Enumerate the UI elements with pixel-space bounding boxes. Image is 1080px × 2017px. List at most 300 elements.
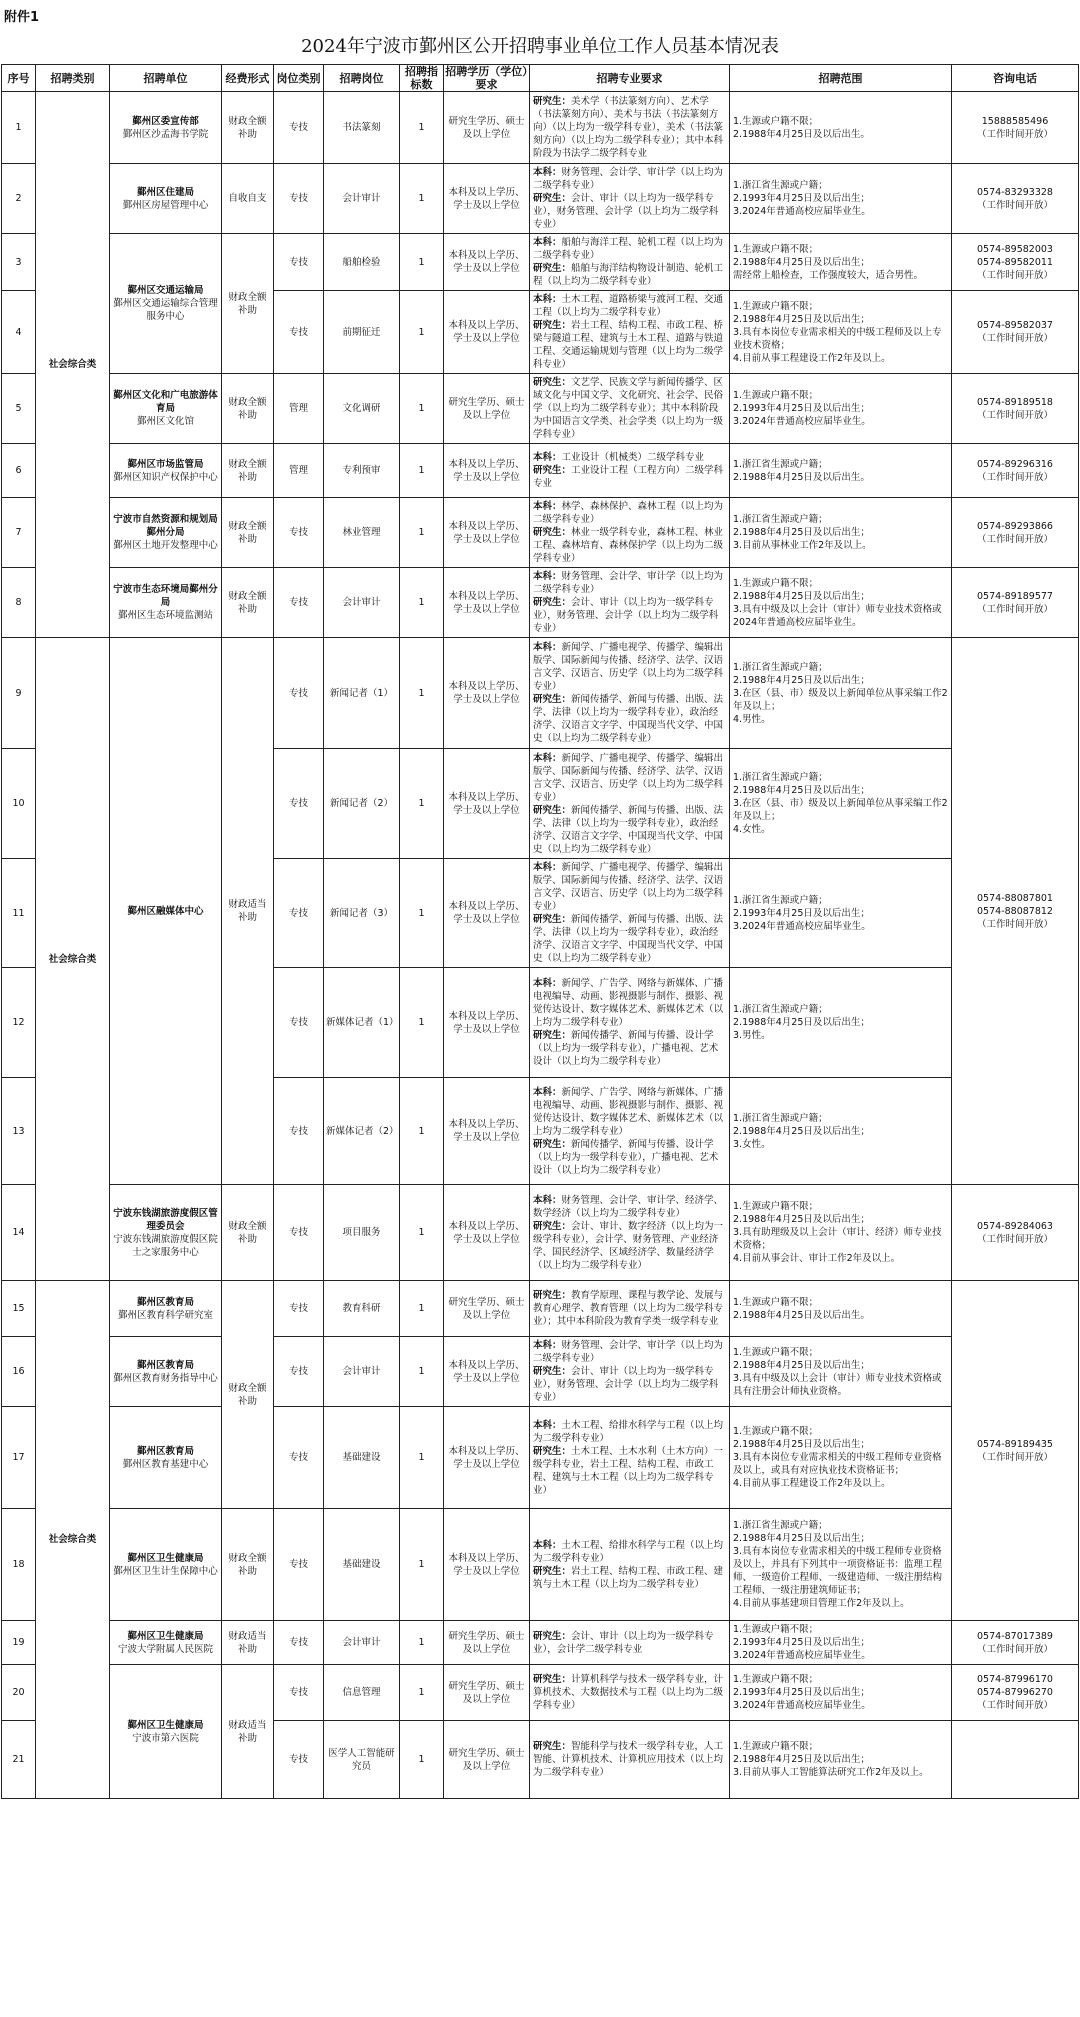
education-requirement: 本科及以上学历、学士及以上学位 [444, 1185, 530, 1281]
scope-line: 3.女性。 [733, 1138, 771, 1150]
requirement-level: 研究生： [533, 1220, 572, 1232]
column-header: 招聘范围 [730, 65, 952, 92]
scope-line: 1.生源或户籍不限； [733, 300, 819, 312]
recruit-scope [730, 374, 952, 444]
scope-line: 2.1988年4月25日及以后出生； [733, 1125, 870, 1137]
post-category: 专技 [274, 164, 324, 234]
scope-line: 2.1988年4月25日及以后出生； [733, 785, 870, 796]
requirement-text: 林学、森林保护、森林工程（以上均为二级学科专业） [533, 501, 724, 525]
quota-count: 1 [400, 92, 444, 164]
education-requirement: 研究生学历、硕士及以上学位 [444, 1721, 530, 1799]
requirement-level: 本科： [533, 167, 562, 178]
row-number: 12 [2, 968, 36, 1078]
requirement-level: 研究生： [533, 804, 572, 816]
contact-phone [952, 1721, 1079, 1799]
scope-line: 1.浙江省生源或户籍； [733, 1112, 828, 1124]
requirement-level: 研究生： [533, 1674, 572, 1685]
funding-type: 财政全额补助 [222, 374, 274, 444]
scope-line: 4.目前从事基建项目管理工作2年及以上。 [733, 1598, 910, 1609]
table-row [2, 1509, 1079, 1621]
requirement-level: 研究生： [533, 1565, 572, 1577]
requirement-level: 本科： [533, 642, 562, 653]
row-number: 15 [2, 1281, 36, 1337]
major-requirement [530, 1337, 730, 1407]
quota-count: 1 [400, 291, 444, 374]
major-requirement [530, 568, 730, 638]
scope-line: 1.浙江省生源或户籍； [733, 514, 828, 525]
post-category: 专技 [274, 1185, 324, 1281]
education-requirement: 本科及以上学历、学士及以上学位 [444, 1078, 530, 1185]
scope-line: 3.目前从事林业工作2年及以上。 [733, 540, 872, 551]
requirement-line [533, 1029, 726, 1068]
contact-phone [952, 234, 1079, 291]
requirement-text: 新闻学、广播电视学、传播学、编辑出版学、国际新闻与传播、经济学、法学、汉语言文学、汉语言、历史学（以上均为二级学科专业） [533, 862, 724, 912]
recruit-unit [110, 638, 222, 1185]
column-header: 咨询电话 [952, 65, 1079, 92]
recruit-scope [730, 1185, 952, 1281]
recruit-unit [110, 444, 222, 498]
contact-phone [952, 638, 1079, 1185]
page-title: 2024年宁波市鄞州区公开招聘事业单位工作人员基本情况表 [301, 36, 779, 57]
scope-line: 2.1988年4月25日及以后出生。 [733, 471, 870, 483]
requirement-line [533, 1086, 726, 1138]
requirement-text: 新闻学、广播电视学、传播学、编辑出版学、国际新闻与传播、经济学、法学、汉语言文学、汉语言、历史学（以上均为二级学科专业） [533, 752, 724, 803]
unit-name: 宁波市自然资源和规划局鄞州分局 [113, 514, 218, 538]
post-name: 医学人工智能研究员 [324, 1721, 400, 1799]
requirement-level: 研究生： [533, 465, 572, 476]
requirement-line [533, 570, 726, 596]
column-header: 招聘岗位 [324, 65, 400, 92]
scope-line: 3.2024年普通高校应届毕业生。 [733, 206, 871, 217]
phone-line: 0574-88087812 [977, 905, 1053, 917]
scope-line: 1.生源或户籍不限； [733, 243, 819, 255]
scope-line: 2.1988年4月25日及以后出生； [733, 1533, 870, 1544]
contact-phone [952, 498, 1079, 568]
post-name: 会计审计 [324, 568, 400, 638]
recruit-scope [730, 749, 952, 859]
requirement-level: 研究生： [533, 1366, 572, 1377]
requirement-level: 研究生： [533, 527, 572, 538]
requirement-text: 工业设计（机械类）二级学科专业 [561, 452, 705, 463]
scope-line: 3.具有中级及以上会计（审计）师专业技术资格或具有注册会计师执业资格。 [733, 1372, 942, 1397]
requirement-text: 土木工程、道路桥梁与渡河工程、交通工程（以上均为二级学科专业） [533, 294, 724, 318]
contact-phone [952, 291, 1079, 374]
requirement-text: 美术学（书法篆刻方向）、艺术学（书法篆刻方向）、美术与书法（书法篆刻方向）（以上均为一级学科专业），美术（书法篆刻方向）（以上均为二级学科专业）；其中本科阶段为书法学二级学科专业 [533, 96, 724, 159]
scope-line: 1.生源或户籍不限； [733, 390, 819, 401]
phone-line: （工作时间开放） [976, 1700, 1053, 1711]
phone-line: 0574-89582011 [977, 256, 1053, 268]
unit-subname: 鄞州区教育财务指导中心 [113, 1372, 218, 1384]
quota-count: 1 [400, 568, 444, 638]
post-name: 林业管理 [324, 498, 400, 568]
column-header: 序号 [2, 65, 36, 92]
contact-phone [952, 1281, 1079, 1621]
unit-subname: 鄞州区教育科学研究室 [117, 1309, 213, 1321]
funding-type: 自收自支 [222, 164, 274, 234]
requirement-text: 土木工程、给排水科学与工程（以上均为二级学科专业） [533, 1539, 724, 1564]
scope-line: 2.1993年4月25日及以后出生； [733, 1637, 870, 1648]
column-header: 招聘专业要求 [530, 65, 730, 92]
phone-line: 0574-89293866 [977, 520, 1053, 532]
recruit-scope [730, 1621, 952, 1665]
scope-line: 2.1988年4月25日及以后出生； [733, 313, 870, 325]
requirement-text: 岩土工程、结构工程、市政工程、桥梁与隧道工程、建筑与土木工程、道路与铁道工程、交通运输规划与管理（以上均为二级学科专业） [533, 320, 724, 370]
scope-line: 2.1988年4月25日及以后出生。 [733, 1309, 870, 1321]
unit-subname: 鄞州区土地开发整理中心 [113, 540, 218, 551]
phone-line: （工作时间开放） [976, 333, 1053, 344]
phone-line: 0574-89582003 [977, 243, 1053, 255]
quota-count: 1 [400, 234, 444, 291]
requirement-text: 会计、审计（以上均为一级学科专业），财务管理、会计学（以上均为二级学科专业） [533, 193, 719, 230]
requirement-level: 本科： [533, 294, 562, 305]
funding-type: 财政适当补助 [222, 638, 274, 1185]
phone-line: （工作时间开放） [976, 603, 1053, 615]
recruit-scope [730, 1721, 952, 1799]
recruit-scope [730, 568, 952, 638]
table-row [2, 164, 1079, 234]
requirement-level: 本科： [533, 1539, 562, 1551]
post-name: 专利预审 [324, 444, 400, 498]
recruit-unit [110, 234, 222, 374]
scope-line: 2.1988年4月25日及以后出生； [733, 1439, 870, 1450]
scope-line: 1.浙江省生源或户籍； [733, 772, 828, 783]
scope-line: 1.浙江省生源或户籍； [733, 894, 828, 906]
post-category: 专技 [274, 1407, 324, 1509]
scope-line: 1.生源或户籍不限； [733, 1296, 819, 1308]
post-category: 专技 [274, 638, 324, 749]
post-name: 书法篆刻 [324, 92, 400, 164]
education-requirement: 本科及以上学历、学士及以上学位 [444, 1509, 530, 1621]
recruit-scope [730, 1665, 952, 1721]
requirement-line [533, 1740, 726, 1779]
education-requirement: 研究生学历、硕士及以上学位 [444, 1621, 530, 1665]
major-requirement [530, 291, 730, 374]
quota-count: 1 [400, 1509, 444, 1621]
contact-phone [952, 568, 1079, 638]
requirement-line [533, 861, 726, 913]
requirement-line [533, 526, 726, 565]
quota-count: 1 [400, 1407, 444, 1509]
major-requirement [530, 498, 730, 568]
post-name: 前期征迁 [324, 291, 400, 374]
scope-line: 3.2024年普通高校应届毕业生。 [733, 416, 871, 427]
recruit-category: 社会综合类 [36, 1281, 110, 1799]
contact-phone [952, 444, 1079, 498]
post-name: 新媒体记者（2） [324, 1078, 400, 1185]
scope-line: 1.生源或户籍不限； [733, 1741, 819, 1752]
scope-line: 1.生源或户籍不限； [733, 577, 819, 589]
phone-line: （工作时间开放） [976, 199, 1053, 211]
requirement-text: 财务管理、会计学、审计学（以上均为二级学科专业） [533, 571, 724, 595]
requirement-level: 研究生： [533, 597, 572, 608]
scope-line: 3.2024年普通高校应届毕业生。 [733, 920, 871, 932]
phone-line: （工作时间开放） [976, 128, 1053, 140]
post-category: 专技 [274, 1621, 324, 1665]
unit-subname: 宁波大学附属人民医院 [117, 1643, 213, 1655]
scope-line: 1.浙江省生源或户籍； [733, 661, 828, 673]
recruit-unit [110, 164, 222, 234]
scope-line: 3.男性。 [733, 1030, 771, 1041]
unit-name: 鄞州区卫生健康局 [127, 1719, 204, 1731]
scope-line: 2.1988年4月25日及以后出生； [733, 527, 870, 538]
unit-name: 宁波市生态环境局鄞州分局 [113, 584, 218, 608]
funding-type: 财政全额补助 [222, 444, 274, 498]
quota-count: 1 [400, 444, 444, 498]
education-requirement: 本科及以上学历、学士及以上学位 [444, 859, 530, 968]
major-requirement [530, 1665, 730, 1721]
funding-type: 财政全额补助 [222, 498, 274, 568]
table-row [2, 92, 1079, 164]
recruit-category: 社会综合类 [36, 638, 110, 1281]
quota-count: 1 [400, 1665, 444, 1721]
education-requirement: 本科及以上学历、学士及以上学位 [444, 1407, 530, 1509]
contact-phone [952, 1621, 1079, 1665]
table-row [2, 444, 1079, 498]
row-number: 10 [2, 749, 36, 859]
post-name: 船舶检验 [324, 234, 400, 291]
requirement-text: 财务管理、会计学、审计学（以上均为二级学科专业） [533, 1340, 724, 1364]
requirement-text: 新闻传播学、新闻与传播、出版、法学、法律（以上均为一级学科专业），政治经济学、汉语言文字学、中国现当代文学、中国史（以上均为二级学科专业） [533, 694, 724, 744]
row-number: 4 [2, 291, 36, 374]
requirement-line [533, 641, 726, 693]
education-requirement: 本科及以上学历、学士及以上学位 [444, 164, 530, 234]
phone-line: 0574-89284063 [977, 1220, 1053, 1232]
scope-line: 1.生源或户籍不限； [733, 1201, 819, 1212]
major-requirement [530, 859, 730, 968]
requirement-line [533, 1565, 726, 1591]
education-requirement: 研究生学历、硕士及以上学位 [444, 1665, 530, 1721]
contact-phone [952, 92, 1079, 164]
unit-name: 鄞州区交通运输局 [127, 285, 204, 296]
unit-name: 鄞州区卫生健康局 [127, 1552, 204, 1564]
major-requirement [530, 164, 730, 234]
requirement-level: 研究生： [533, 1138, 572, 1150]
phone-line: （工作时间开放） [976, 471, 1053, 483]
row-number: 8 [2, 568, 36, 638]
table-row [2, 1407, 1079, 1509]
requirement-level: 研究生： [533, 193, 572, 204]
requirement-line [533, 693, 726, 745]
scope-line: 3.在区（县、市）级及以上新闻单位从事采编工作2年及以上； [733, 798, 948, 822]
education-requirement: 研究生学历、硕士及以上学位 [444, 92, 530, 164]
scope-line: 2.1993年4月25日及以后出生； [733, 907, 870, 919]
unit-subname: 鄞州区教育基建中心 [122, 1458, 209, 1470]
requirement-level: 本科： [533, 862, 562, 873]
requirement-line [533, 804, 726, 856]
funding-type: 财政适当补助 [222, 1665, 274, 1799]
requirement-level: 本科： [533, 1194, 562, 1206]
unit-name: 鄞州区市场监管局 [127, 458, 204, 470]
requirement-line [533, 166, 726, 192]
requirement-text: 教育学原理、课程与教学论、发展与教育心理学、教育管理（以上均为二级学科专业）；其中本科阶段为教育学类一级学科专业 [533, 1290, 724, 1327]
phone-line: （工作时间开放） [976, 1643, 1053, 1655]
requirement-line [533, 262, 726, 288]
requirement-text: 财务管理、会计学、审计学（以上均为二级学科专业） [533, 167, 724, 191]
phone-line: 0574-87996270 [977, 1687, 1053, 1698]
unit-name: 鄞州区教育局 [136, 1296, 194, 1308]
scope-line: 4.女性。 [733, 824, 771, 835]
post-category: 专技 [274, 234, 324, 291]
education-requirement: 研究生学历、硕士及以上学位 [444, 1281, 530, 1337]
major-requirement [530, 1281, 730, 1337]
recruit-unit [110, 92, 222, 164]
education-requirement: 本科及以上学历、学士及以上学位 [444, 749, 530, 859]
requirement-level: 研究生： [533, 1741, 572, 1752]
quota-count: 1 [400, 638, 444, 749]
requirement-line [533, 1445, 726, 1497]
quota-count: 1 [400, 1721, 444, 1799]
requirement-line [533, 1339, 726, 1365]
requirement-level: 本科： [533, 1340, 562, 1351]
row-number: 14 [2, 1185, 36, 1281]
phone-line: （工作时间开放） [976, 1233, 1053, 1245]
unit-subname: 鄞州区房屋管理中心 [122, 199, 209, 211]
recruit-scope [730, 444, 952, 498]
requirement-line [533, 192, 726, 231]
unit-name: 鄞州区融媒体中心 [127, 905, 204, 917]
scope-line: 3.具有本岗位专业需求相关的中级工程师及以上专业技术资格； [733, 326, 942, 351]
unit-name: 鄞州区卫生健康局 [127, 1630, 204, 1642]
column-header: 招聘指标数 [400, 65, 444, 92]
post-category: 专技 [274, 1509, 324, 1621]
requirement-level: 研究生： [533, 914, 572, 925]
requirement-level: 研究生： [533, 96, 572, 107]
major-requirement [530, 749, 730, 859]
requirement-level: 研究生： [533, 1630, 572, 1642]
requirement-line [533, 464, 726, 490]
requirement-text: 智能科学与技术一级学科专业，人工智能、计算机技术、计算机应用技术（以上均为二级学科专业） [533, 1741, 724, 1778]
unit-name: 鄞州区委宣传部 [132, 115, 199, 127]
column-header: 招聘单位 [110, 65, 222, 92]
requirement-line [533, 1539, 726, 1565]
phone-line: （工作时间开放） [976, 1451, 1053, 1463]
scope-line: 2.1993年4月25日及以后出生； [733, 1687, 870, 1698]
requirement-text: 会计、审计、数字经济（以上均为一级学科专业），会计学、财务管理、产业经济学、国民经济学、区域经济学、数量经济学（以上均为二级学科专业） [533, 1220, 724, 1271]
contact-phone [952, 1185, 1079, 1281]
unit-subname: 鄞州区文化馆 [136, 416, 194, 427]
contact-phone [952, 164, 1079, 234]
recruit-scope [730, 1281, 952, 1337]
phone-line: 0574-89296316 [977, 458, 1053, 470]
requirement-line [533, 500, 726, 526]
post-name: 教育科研 [324, 1281, 400, 1337]
unit-subname: 宁波东钱湖旅游度假区院士之家服务中心 [113, 1233, 218, 1258]
post-name: 信息管理 [324, 1665, 400, 1721]
recruit-unit [110, 1665, 222, 1799]
requirement-text: 船舶与海洋结构物设计制造、轮机工程（以上均为二级学科专业） [533, 263, 724, 287]
recruit-scope [730, 92, 952, 164]
post-name: 新闻记者（3） [324, 859, 400, 968]
row-number: 20 [2, 1665, 36, 1721]
row-number: 6 [2, 444, 36, 498]
scope-line: 1.浙江省生源或户籍； [733, 1004, 828, 1015]
phone-line: 0574-89189435 [977, 1438, 1053, 1450]
recruit-scope [730, 498, 952, 568]
unit-subname: 鄞州区知识产权保护中心 [113, 471, 218, 483]
major-requirement [530, 638, 730, 749]
funding-type: 财政全额补助 [222, 92, 274, 164]
post-category: 专技 [274, 498, 324, 568]
requirement-text: 船舶与海洋工程、轮机工程（以上均为二级学科专业） [533, 237, 724, 261]
scope-line: 4.目前从事工程建设工作2年及以上。 [733, 352, 891, 364]
requirement-line [533, 1138, 726, 1177]
education-requirement: 本科及以上学历、学士及以上学位 [444, 568, 530, 638]
phone-line: 0574-89582037 [977, 320, 1053, 331]
scope-line: 2.1988年4月25日及以后出生； [733, 1754, 870, 1765]
unit-name: 鄞州区教育局 [136, 1445, 194, 1457]
unit-name: 鄞州区教育局 [136, 1359, 194, 1371]
recruit-unit [110, 1407, 222, 1509]
requirement-level: 研究生： [533, 1030, 572, 1041]
row-number: 5 [2, 374, 36, 444]
table-row [2, 638, 1079, 749]
table-header-row [2, 65, 1079, 92]
quota-count: 1 [400, 1281, 444, 1337]
post-name: 新闻记者（2） [324, 749, 400, 859]
requirement-level: 本科： [533, 237, 562, 248]
requirement-text: 林业一级学科专业，森林工程、林业工程、森林培育、森林保护学（以上均为二级学科专业） [533, 527, 724, 564]
column-header: 招聘类别 [36, 65, 110, 92]
funding-type: 财政全额补助 [222, 234, 274, 374]
recruit-scope [730, 164, 952, 234]
major-requirement [530, 1407, 730, 1509]
quota-count: 1 [400, 1621, 444, 1665]
recruit-scope [730, 1078, 952, 1185]
requirement-line [533, 1365, 726, 1404]
major-requirement [530, 1078, 730, 1185]
recruit-scope [730, 1509, 952, 1621]
table-row [2, 1665, 1079, 1721]
unit-name: 鄞州区文化和广电旅游体育局 [113, 390, 218, 414]
unit-subname: 鄞州区沙孟海书学院 [122, 128, 209, 140]
recruit-scope [730, 1337, 952, 1407]
annex-label: 附件1 [4, 10, 40, 25]
recruit-unit [110, 374, 222, 444]
row-number: 1 [2, 92, 36, 164]
major-requirement [530, 374, 730, 444]
quota-count: 1 [400, 749, 444, 859]
unit-subname: 鄞州区生态环境监测站 [117, 610, 213, 621]
requirement-line [533, 913, 726, 965]
recruit-scope [730, 291, 952, 374]
post-name: 基础建设 [324, 1509, 400, 1621]
scope-line: 1.生源或户籍不限； [733, 115, 819, 127]
requirement-text: 新闻学、广告学、网络与新媒体、广播电视编导、动画、影视摄影与制作、摄影、视觉传达设计、数字媒体艺术、新媒体艺术（以上均为二级学科专业） [533, 978, 724, 1028]
row-number: 9 [2, 638, 36, 749]
quota-count: 1 [400, 1337, 444, 1407]
requirement-level: 研究生： [533, 1290, 572, 1301]
row-number: 17 [2, 1407, 36, 1509]
recruitment-table [1, 64, 1079, 1799]
post-name: 项目服务 [324, 1185, 400, 1281]
scope-line: 2.1993年4月25日及以后出生； [733, 403, 870, 414]
major-requirement [530, 234, 730, 291]
phone-line: 0574-83293328 [977, 186, 1053, 198]
funding-type: 财政全额补助 [222, 1281, 274, 1509]
post-category: 专技 [274, 859, 324, 968]
requirement-text: 新闻学、广告学、网络与新媒体、广播电视编导、动画、影视摄影与制作、摄影、视觉传达设计、数字媒体艺术、新媒体艺术（以上均为二级学科专业） [533, 1086, 724, 1137]
requirement-level: 本科： [533, 1086, 562, 1098]
post-category: 专技 [274, 1665, 324, 1721]
major-requirement [530, 92, 730, 164]
requirement-level: 本科： [533, 571, 562, 582]
requirement-text: 会计、审计（以上均为一级学科专业），会计学二级学科专业 [533, 1630, 714, 1655]
scope-line: 1.生源或户籍不限； [733, 1426, 819, 1437]
contact-phone [952, 1665, 1079, 1721]
post-category: 专技 [274, 1281, 324, 1337]
requirement-text: 土木工程、土木水利（土木方向）一级学科专业，岩土工程、结构工程、市政工程、建筑与土木工程（以上均为二级学科专业） [533, 1445, 724, 1496]
requirement-line [533, 1673, 726, 1712]
